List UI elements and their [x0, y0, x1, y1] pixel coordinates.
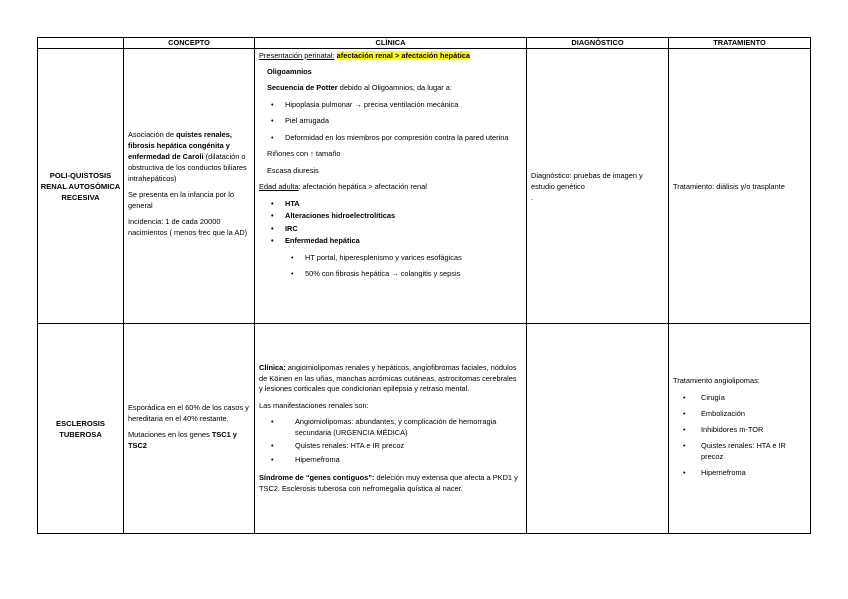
- adult-line: [259, 182, 522, 193]
- perinatal-line: [259, 51, 522, 62]
- list-item: • Cirugía: [673, 392, 806, 403]
- diagnostico-text: Diagnóstico: pruebas de imagen y estudio genético: [531, 170, 643, 191]
- clinical-summary-table: [37, 37, 811, 534]
- text-span: deleción muy extensa que afecta a PKD1 y TSC2. Esclerosis tuberosa con nefromegalia quística al nacer.: [259, 473, 518, 493]
- list-item: • Hipernefroma: [673, 467, 806, 478]
- list-item: • Piel arrugada: [259, 116, 522, 127]
- header-concepto: CONCEPTO: [124, 38, 255, 49]
- text-span: : afectación hepática > afectación renal: [298, 182, 427, 191]
- sindrome-paragraph: [259, 473, 522, 494]
- bold-text: quistes renales, fibrosis hepática congénita y enfermedad de Caroli: [128, 130, 232, 161]
- diuresis-line: Escasa diuresis: [267, 165, 319, 175]
- concepto-paragraph: [128, 429, 250, 451]
- list-item: • HTA: [259, 199, 522, 210]
- list-item: • Angiomiolipomas: abundantes, y complicación de hemorragia secundaria (URGENCIA MÉDICA): [259, 417, 522, 438]
- tratamiento-title: Tratamiento angiolipomas:: [673, 375, 760, 385]
- list-item: • Inhibidores m-TOR: [673, 424, 806, 435]
- header-tratamiento: TRATAMIENTO: [669, 38, 811, 49]
- text-span: debido al Oligoamnios, da lugar a:: [337, 83, 452, 92]
- potter-line: [259, 83, 522, 94]
- row-title-poliquistosis: POLI-QUISTOSIS RENAL AUTOSÓMICA RECESIVA: [38, 49, 124, 324]
- concepto-paragraph: Se presenta en la infancia por lo general: [128, 190, 235, 210]
- list-item: • Quistes renales: HTA e IR precoz: [259, 441, 522, 452]
- header-empty: [38, 38, 124, 49]
- bold-text: Síndrome de “genes contiguos”:: [259, 473, 375, 482]
- clinica-cell-esclerosis: [255, 324, 527, 534]
- concepto-cell-poliquistosis: [124, 49, 255, 324]
- list-item: • Alteraciones hidroelectrolíticas: [259, 211, 522, 222]
- bold-text: Secuencia de Potter: [267, 83, 338, 92]
- table-row-esclerosis: [38, 324, 811, 534]
- text-span: Mutaciones en los genes: [128, 429, 212, 439]
- header-diagnostico: DIAGNÓSTICO: [527, 38, 669, 49]
- list-item: • Enfermedad hepática: [259, 236, 522, 247]
- concepto-cell-esclerosis: [124, 324, 255, 534]
- oligoamnios-line: Oligoamnios: [267, 66, 312, 76]
- diagnostico-cell-poliquistosis: [527, 49, 669, 324]
- clinica-paragraph: [259, 363, 522, 395]
- list-item: • 50% con fibrosis hepática → colangitis y sepsis: [259, 269, 522, 280]
- bold-text: Clínica:: [259, 363, 286, 372]
- manifestaciones-line: Las manifestaciones renales son:: [259, 400, 369, 410]
- list-item: • Hipernefroma: [259, 455, 522, 466]
- perinatal-label: Presentación perinatal:: [259, 51, 335, 60]
- concepto-paragraph: Incidencia: 1 de cada 20000 nacimientos ( menos frec que la AD): [128, 217, 248, 237]
- list-item: • Embolización: [673, 408, 806, 419]
- list-item: • Deformidad en los miembros por compresión contra la pared uterina: [259, 133, 522, 144]
- row-title-esclerosis: ESCLEROSIS TUBEROSA: [38, 324, 124, 534]
- concepto-paragraph: [128, 129, 250, 184]
- text-span: (dilatación o obstructiva de los conductos biliares intrahepáticos): [128, 152, 247, 183]
- table-row-poliquistosis: [38, 49, 811, 324]
- text-span: angiomiolipomas renales y hepáticos, angiofibromas faciales, nódulos de Köinen en las uñas, manchas acrómicas cutáneas, astrocitomas cerebrales y lesiones corticales que condicionan epilepsia y retraso mental.: [259, 363, 517, 393]
- clinica-cell-poliquistosis: [255, 49, 527, 324]
- header-row: [38, 38, 811, 49]
- list-item: • HT portal, hiperesplenismo y varices esofágicas: [259, 253, 522, 264]
- diagnostico-dot: .: [531, 192, 534, 202]
- concepto-paragraph: Esporádica en el 60% de los casos y hereditaria en el 40% restante.: [128, 402, 249, 423]
- list-item: • Hipoplasia pulmonar → precisa ventilación mecánica: [259, 100, 522, 111]
- list-item: • Quistes renales: HTA e IR precoz: [673, 440, 806, 462]
- bold-text: TSC1 y TSC2: [128, 429, 237, 450]
- diagnostico-cell-esclerosis: [527, 324, 669, 534]
- adult-label: Edad adulta: [259, 182, 299, 191]
- tratamiento-cell-esclerosis: [669, 324, 811, 534]
- tratamiento-cell-poliquistosis: Tratamiento: diálisis y/o trasplante: [669, 49, 811, 324]
- text-span: Asociación de: [128, 130, 177, 139]
- list-item: • IRC: [259, 224, 522, 235]
- highlighted-text: afectación renal > afectación hepática: [336, 51, 470, 60]
- rinones-line: Riñones con ↑ tamaño: [267, 149, 341, 158]
- header-clinica: CLÍNICA: [255, 38, 527, 49]
